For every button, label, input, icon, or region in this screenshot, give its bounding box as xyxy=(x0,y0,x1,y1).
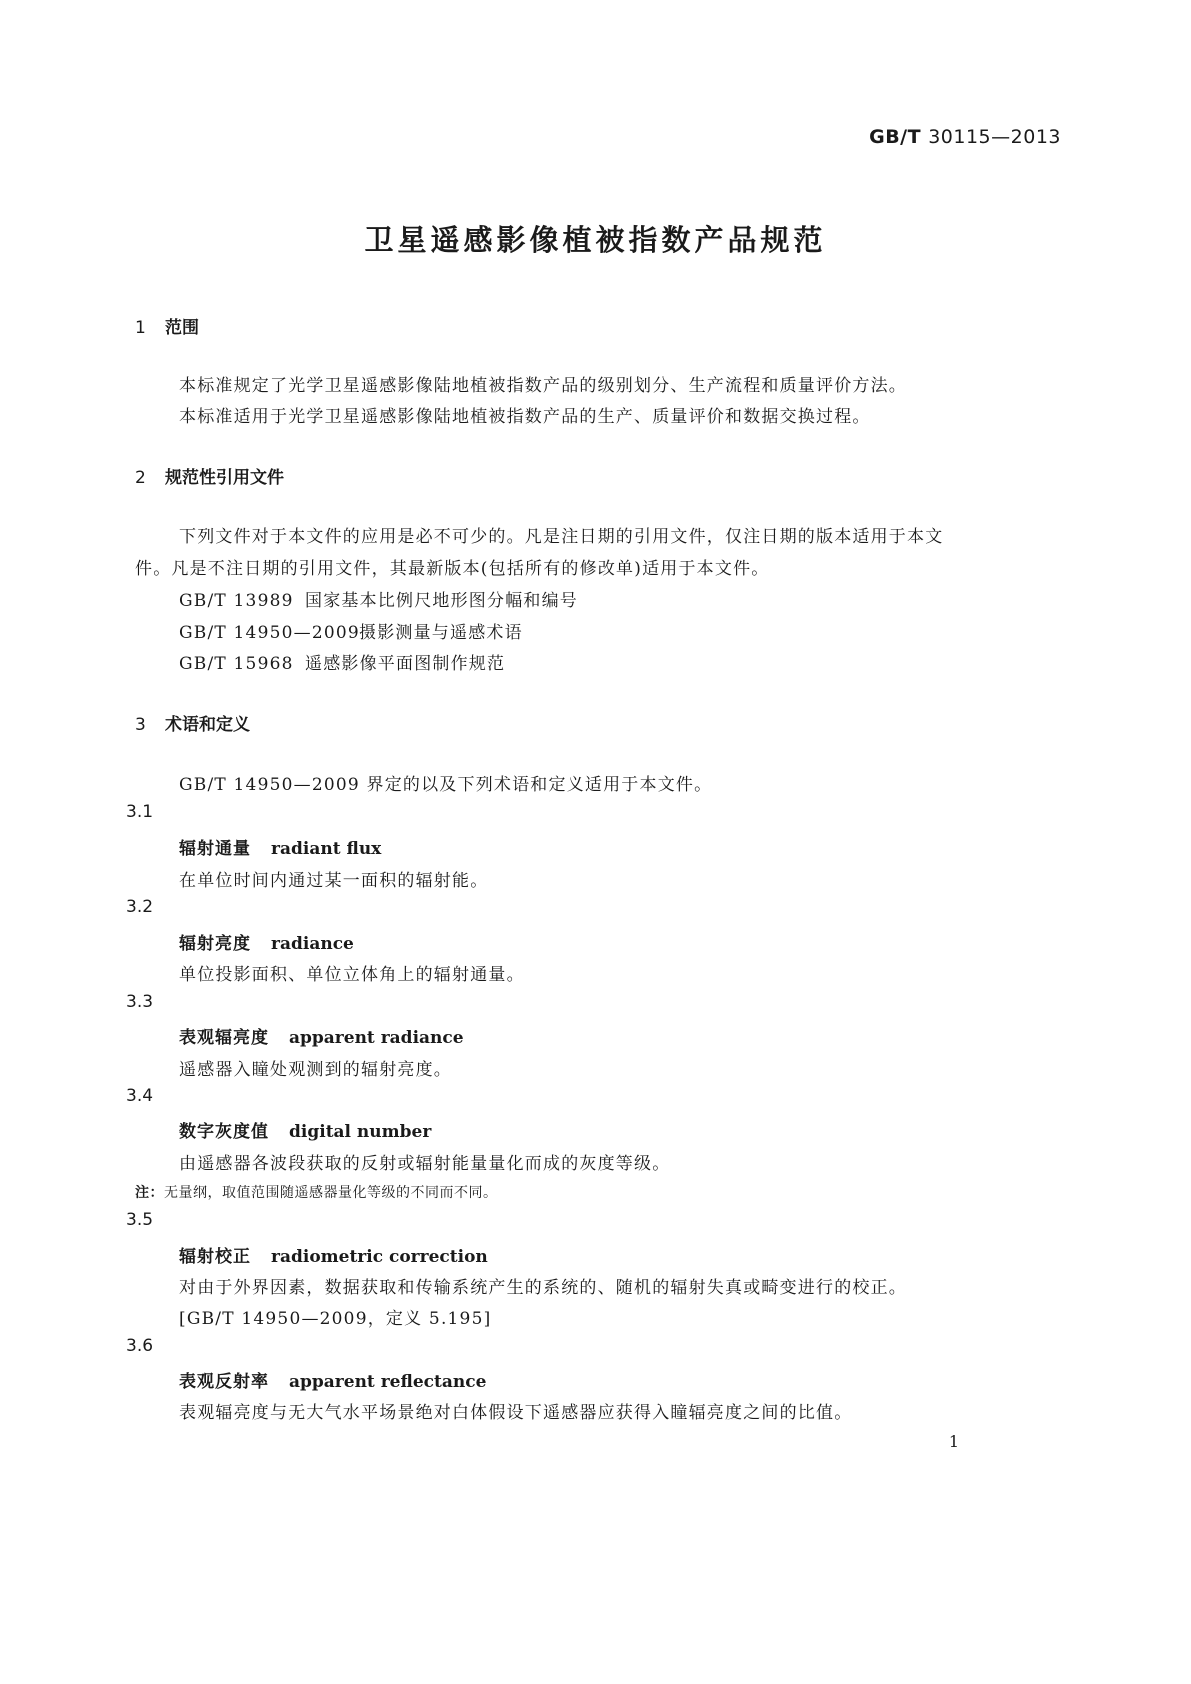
term-english: apparent radiance xyxy=(289,1028,464,1048)
term-heading xyxy=(179,1117,431,1142)
standard-code xyxy=(869,126,1061,148)
term-definition: 遥感器入瞳处观测到的辐射亮度。 xyxy=(179,1060,452,1080)
section-title: 范围 xyxy=(165,318,199,338)
section-3-heading xyxy=(135,710,250,735)
reference-name: 遥感影像平面图制作规范 xyxy=(305,654,506,674)
section-1-heading xyxy=(135,313,199,338)
standard-prefix: GB/T xyxy=(869,126,922,148)
term-definition: 对由于外界因素，数据获取和传输系统产生的系统的、随机的辐射失真或畸变进行的校正。 xyxy=(179,1278,907,1298)
reference-code: GB/T 13989 xyxy=(179,591,294,611)
note-text: 无量纲，取值范围随遥感器量化等级的不同而不同。 xyxy=(164,1185,498,1201)
term-note xyxy=(135,1182,498,1202)
paragraph: 件。凡是不注日期的引用文件，其最新版本(包括所有的修改单)适用于本文件。 xyxy=(135,559,770,579)
term-heading xyxy=(179,1367,486,1392)
term-heading xyxy=(179,834,381,859)
term-heading xyxy=(179,1242,488,1267)
term-number: 3.3 xyxy=(126,992,154,1012)
term-number: 3.1 xyxy=(126,802,154,822)
term-chinese: 辐射通量 xyxy=(179,839,251,859)
term-definition: 由遥感器各波段获取的反射或辐射能量量化而成的灰度等级。 xyxy=(179,1154,671,1174)
page-number: 1 xyxy=(948,1432,959,1451)
term-definition: 单位投影面积、单位立体角上的辐射通量。 xyxy=(179,965,525,985)
term-source: [GB/T 14950—2009，定义 5.195] xyxy=(179,1309,492,1329)
reference-code: GB/T 14950—2009 xyxy=(179,623,360,643)
paragraph: 本标准规定了光学卫星遥感影像陆地植被指数产品的级别划分、生产流程和质量评价方法。 xyxy=(179,376,907,396)
term-chinese: 辐射亮度 xyxy=(179,934,251,954)
standard-number: 30115—2013 xyxy=(928,126,1061,148)
term-number: 3.2 xyxy=(126,897,154,917)
paragraph: 下列文件对于本文件的应用是必不可少的。凡是注日期的引用文件，仅注日期的版本适用于本文 xyxy=(179,527,944,547)
term-number: 3.4 xyxy=(126,1086,154,1106)
paragraph: 本标准适用于光学卫星遥感影像陆地植被指数产品的生产、质量评价和数据交换过程。 xyxy=(179,407,871,427)
normative-reference xyxy=(179,649,505,674)
term-english: radiant flux xyxy=(271,839,382,859)
section-number: 3 xyxy=(135,715,146,735)
normative-reference xyxy=(179,618,523,643)
term-english: radiance xyxy=(271,934,354,954)
section-title: 术语和定义 xyxy=(165,715,250,735)
paragraph: GB/T 14950—2009 界定的以及下列术语和定义适用于本文件。 xyxy=(179,775,713,795)
reference-name: 摄影测量与遥感术语 xyxy=(359,623,523,643)
term-definition: 表观辐亮度与无大气水平场景绝对白体假设下遥感器应获得入瞳辐亮度之间的比值。 xyxy=(179,1403,853,1423)
normative-reference xyxy=(179,586,578,611)
term-chinese: 数字灰度值 xyxy=(179,1122,269,1142)
term-heading xyxy=(179,1023,464,1048)
term-chinese: 表观反射率 xyxy=(179,1372,269,1392)
term-number: 3.6 xyxy=(126,1336,154,1356)
term-english: apparent reflectance xyxy=(289,1372,487,1392)
term-english: digital number xyxy=(289,1122,432,1142)
note-label: 注： xyxy=(135,1185,164,1201)
term-chinese: 辐射校正 xyxy=(179,1247,251,1267)
term-heading xyxy=(179,929,354,954)
reference-name: 国家基本比例尺地形图分幅和编号 xyxy=(305,591,578,611)
reference-code: GB/T 15968 xyxy=(179,654,294,674)
section-number: 2 xyxy=(135,468,146,488)
section-2-heading xyxy=(135,463,284,488)
section-title: 规范性引用文件 xyxy=(165,468,284,488)
term-number: 3.5 xyxy=(126,1210,154,1230)
term-definition: 在单位时间内通过某一面积的辐射能。 xyxy=(179,871,489,891)
term-english: radiometric correction xyxy=(271,1247,488,1267)
document-title: 卫星遥感影像植被指数产品规范 xyxy=(364,223,827,257)
term-chinese: 表观辐亮度 xyxy=(179,1028,269,1048)
section-number: 1 xyxy=(135,318,146,338)
